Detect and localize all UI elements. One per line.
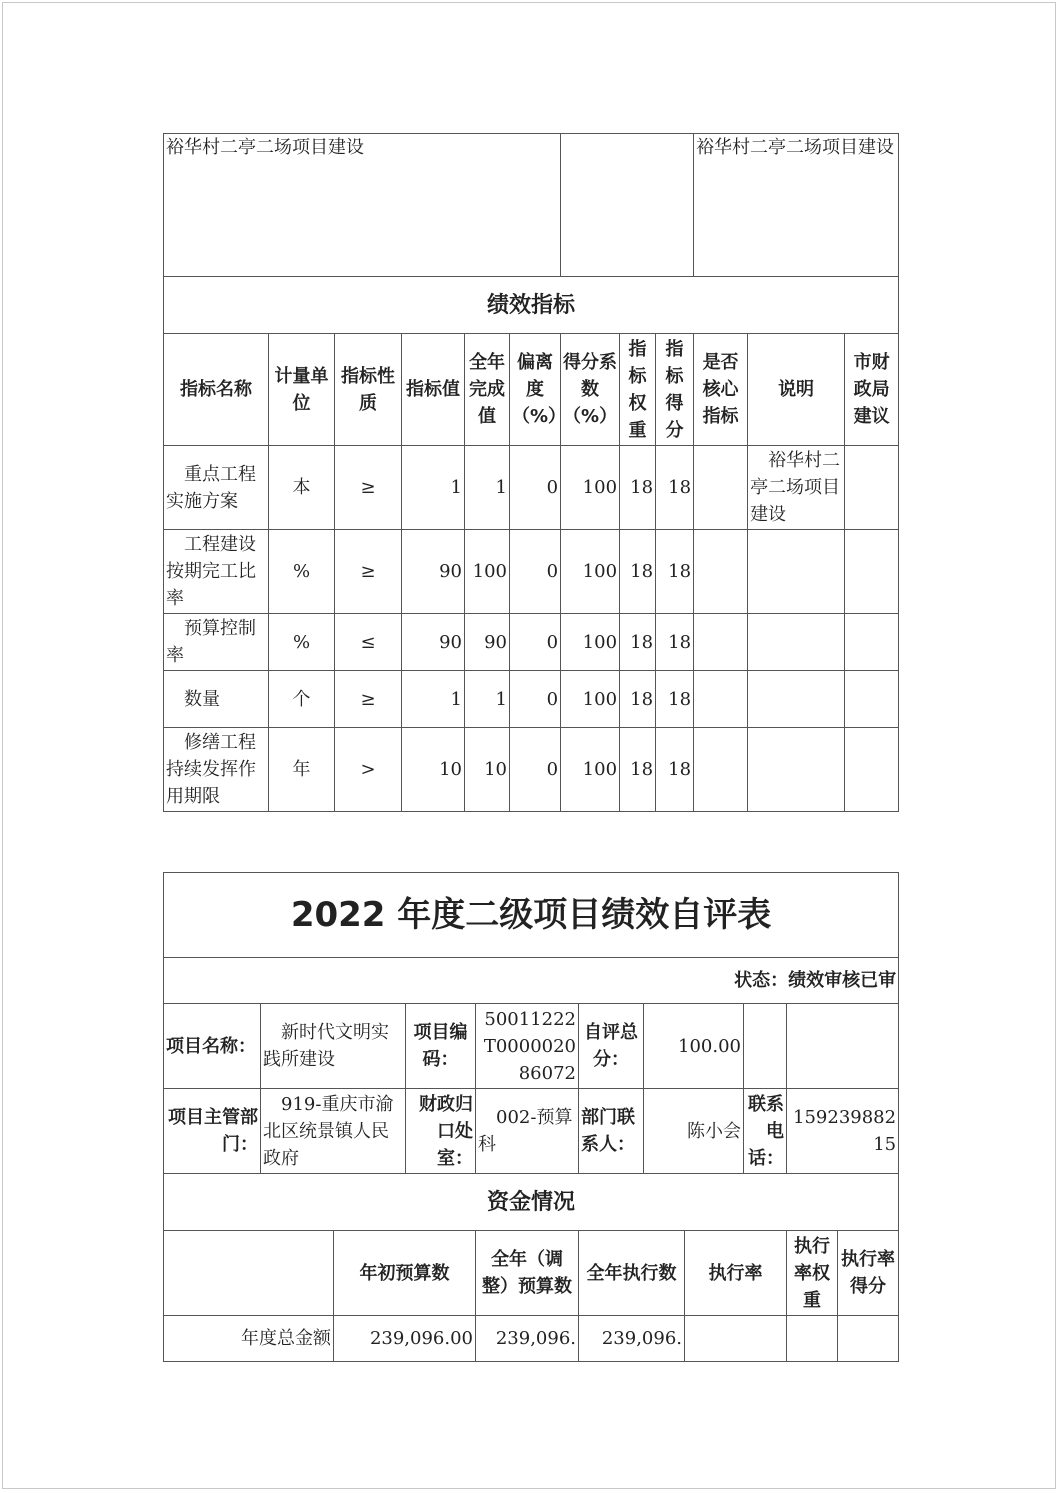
header-core: 是否核心指标	[694, 334, 748, 446]
self-evaluation-form	[163, 872, 899, 1362]
header-target: 指标值	[402, 334, 465, 446]
top-right-cell: 裕华村二亭二场项目建设	[694, 134, 899, 277]
indicator-unit: 年	[269, 728, 335, 812]
funds-header-weight: 执行率权重	[787, 1231, 838, 1316]
contact-label: 部门联系人：	[579, 1089, 644, 1174]
performance-section-title: 绩效指标	[164, 277, 899, 334]
funds-score	[838, 1316, 899, 1362]
indicator-score: 18	[656, 530, 694, 614]
indicator-nature: ≥	[335, 671, 402, 728]
header-unit: 计量单位	[269, 334, 335, 446]
project-name-value: 新时代文明实践所建设	[261, 1004, 406, 1089]
project-code-label: 项目编码：	[406, 1004, 476, 1089]
funds-header-executed: 全年执行数	[579, 1231, 685, 1316]
phone-label: 联系电话：	[744, 1089, 787, 1174]
status-text: 状态：绩效审核已审	[164, 958, 899, 1004]
indicator-advice	[845, 614, 899, 671]
indicator-advice	[845, 530, 899, 614]
indicator-target: 1	[402, 446, 465, 530]
self-score-value: 100.00	[644, 1004, 744, 1089]
phone-value: 15923988215	[787, 1089, 899, 1174]
dept-value: 919-重庆市渝北区统景镇人民政府	[261, 1089, 406, 1174]
form-title: 2022 年度二级项目绩效自评表	[164, 873, 899, 958]
indicator-name: 修缮工程持续发挥作用期限	[164, 728, 269, 812]
indicator-name: 工程建设按期完工比率	[164, 530, 269, 614]
table-row	[164, 1316, 899, 1362]
table-row	[164, 446, 899, 530]
header-advice: 市财政局建议	[845, 334, 899, 446]
funds-header-initial: 年初预算数	[334, 1231, 476, 1316]
table-row	[164, 530, 899, 614]
top-left-cell: 裕华村二亭二场项目建设	[164, 134, 561, 277]
empty-cell	[787, 1004, 899, 1089]
funds-header-adjusted: 全年（调整）预算数	[476, 1231, 579, 1316]
top-middle-cell	[561, 134, 694, 277]
indicator-name: 预算控制率	[164, 614, 269, 671]
indicator-note	[748, 530, 845, 614]
header-coef: 得分系数（%）	[561, 334, 620, 446]
indicator-unit: 本	[269, 446, 335, 530]
indicator-actual: 10	[465, 728, 510, 812]
indicator-advice	[845, 671, 899, 728]
indicator-target: 90	[402, 530, 465, 614]
indicator-target: 1	[402, 671, 465, 728]
indicator-deviation: 0	[510, 530, 561, 614]
indicator-weight: 18	[620, 671, 656, 728]
indicator-score: 18	[656, 446, 694, 530]
funds-header-blank	[164, 1231, 334, 1316]
funds-initial: 239,096.00	[334, 1316, 476, 1362]
funds-weight	[787, 1316, 838, 1362]
indicator-note	[748, 671, 845, 728]
self-score-label: 自评总分：	[579, 1004, 644, 1089]
indicator-target: 90	[402, 614, 465, 671]
indicator-nature: ≥	[335, 446, 402, 530]
indicator-unit: %	[269, 614, 335, 671]
table-row	[164, 614, 899, 671]
funds-executed: 239,096.	[579, 1316, 685, 1362]
indicator-unit: 个	[269, 671, 335, 728]
performance-table	[163, 133, 899, 812]
indicator-actual: 100	[465, 530, 510, 614]
header-weight: 指标权重	[620, 334, 656, 446]
table-row	[164, 671, 899, 728]
indicator-core	[694, 530, 748, 614]
indicator-actual: 1	[465, 671, 510, 728]
indicator-note: 裕华村二亭二场项目建设	[748, 446, 845, 530]
indicator-weight: 18	[620, 614, 656, 671]
indicator-core	[694, 446, 748, 530]
funds-row-label: 年度总金额	[164, 1316, 334, 1362]
funds-adjusted: 239,096.	[476, 1316, 579, 1362]
indicator-core	[694, 614, 748, 671]
indicator-deviation: 0	[510, 446, 561, 530]
header-actual: 全年完成值	[465, 334, 510, 446]
funds-header-score: 执行率得分	[838, 1231, 899, 1316]
indicator-name: 数量	[164, 671, 269, 728]
indicator-score: 18	[656, 671, 694, 728]
header-indicator-name: 指标名称	[164, 334, 269, 446]
indicator-weight: 18	[620, 446, 656, 530]
finance-value: 002-预算科	[476, 1089, 579, 1174]
table-row	[164, 728, 899, 812]
funds-header-rate: 执行率	[685, 1231, 787, 1316]
indicator-note	[748, 614, 845, 671]
indicator-coef: 100	[561, 614, 620, 671]
indicator-score: 18	[656, 614, 694, 671]
indicator-score: 18	[656, 728, 694, 812]
indicator-weight: 18	[620, 728, 656, 812]
project-code-value: 50011222T000002086072	[476, 1004, 579, 1089]
indicator-actual: 90	[465, 614, 510, 671]
indicator-name: 重点工程实施方案	[164, 446, 269, 530]
indicator-unit: %	[269, 530, 335, 614]
indicator-coef: 100	[561, 446, 620, 530]
indicator-nature: >	[335, 728, 402, 812]
header-deviation: 偏离度（%）	[510, 334, 561, 446]
indicator-core	[694, 671, 748, 728]
header-nature: 指标性质	[335, 334, 402, 446]
indicator-note	[748, 728, 845, 812]
indicator-deviation: 0	[510, 671, 561, 728]
indicator-actual: 1	[465, 446, 510, 530]
indicator-core	[694, 728, 748, 812]
indicator-deviation: 0	[510, 614, 561, 671]
indicator-advice	[845, 446, 899, 530]
finance-label: 财政归口处室：	[406, 1089, 476, 1174]
indicator-deviation: 0	[510, 728, 561, 812]
empty-cell	[744, 1004, 787, 1089]
indicator-nature: ≤	[335, 614, 402, 671]
indicator-weight: 18	[620, 530, 656, 614]
indicator-target: 10	[402, 728, 465, 812]
indicator-nature: ≥	[335, 530, 402, 614]
indicator-advice	[845, 728, 899, 812]
project-name-label: 项目名称：	[164, 1004, 261, 1089]
funds-rate	[685, 1316, 787, 1362]
dept-label: 项目主管部门：	[164, 1089, 261, 1174]
contact-value: 陈小会	[644, 1089, 744, 1174]
indicator-coef: 100	[561, 728, 620, 812]
header-note: 说明	[748, 334, 845, 446]
funds-section-title: 资金情况	[164, 1174, 899, 1231]
indicator-coef: 100	[561, 530, 620, 614]
header-score: 指标得分	[656, 334, 694, 446]
indicator-coef: 100	[561, 671, 620, 728]
